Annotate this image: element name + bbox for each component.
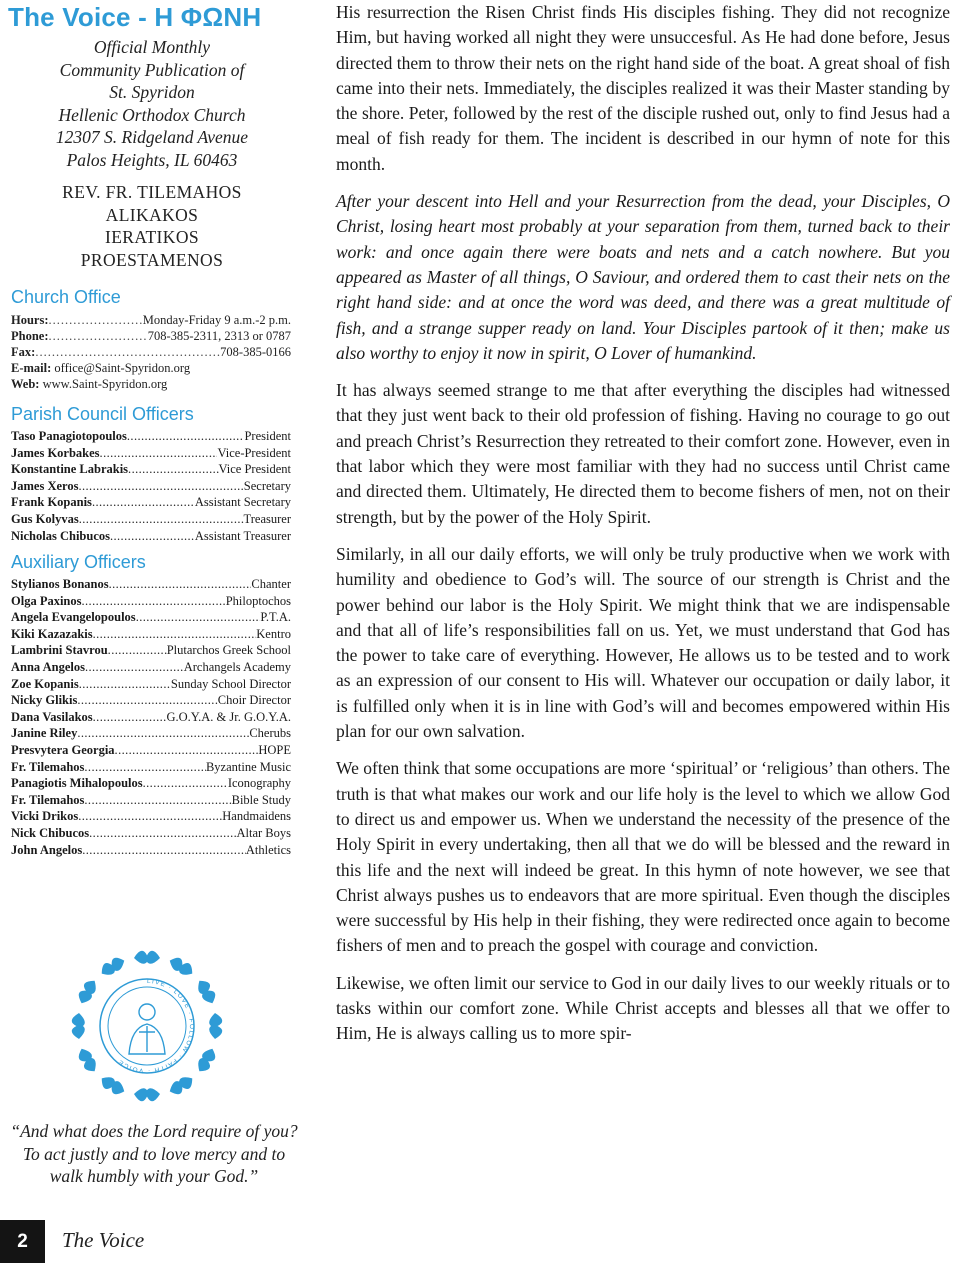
dove-icon <box>194 1046 218 1075</box>
officer-name: Kiki Kazazakis <box>11 626 93 641</box>
article-paragraph: Likewise, we often limit our service to God in our daily lives to our weekly rituals or to tasks within our comfort zone. While Christ accepts and blesses all that we offer to Him, He is always calling us to more spir- <box>336 972 950 1044</box>
officer-role: Choir Director <box>217 693 291 708</box>
emblem-graphic <box>57 936 237 1116</box>
dove-icon <box>209 1013 222 1039</box>
officer-name: Panagiotis Mihalopoulos <box>11 776 143 791</box>
leader-dots <box>78 808 222 825</box>
officer-name: Zoe Kopanis <box>11 676 79 691</box>
officer-role: Byzantine Music <box>205 759 291 774</box>
officer-name: Gus Kolyvas <box>11 511 79 526</box>
leader-dots <box>49 312 143 329</box>
officer-name: Taso Panagiotopoulos <box>11 429 127 443</box>
auxiliary-officers-list <box>11 576 291 858</box>
officer-name: Janine Riley <box>11 726 78 741</box>
officer-row <box>11 528 291 545</box>
officer-row <box>11 709 291 726</box>
leader-dots <box>84 792 231 809</box>
article-paragraph: It has always seemed strange to me that after everything the disciples had witnessed that they just went back to their old profession of fishing. Having no courage to go out and preach Christ’s Resurrection they retreated to their comfort zone. However, even in that labor which they were most familiar with they had no success until Christ came and directed them. Ultimately, He directed them to become fishers of men, not on their strength, but by the power of the Holy Spirit. <box>336 380 950 527</box>
officer-role: Treasurer <box>243 511 291 526</box>
officer-name: Lambrini Stavrou <box>11 643 108 658</box>
officer-role: HOPE <box>258 742 291 757</box>
officer-name: Olga Paxinos <box>11 593 82 608</box>
leader-dots <box>128 461 218 478</box>
leader-dots <box>77 725 249 742</box>
auxiliary-officers-heading: Auxiliary Officers <box>11 552 146 572</box>
officer-row <box>11 725 291 742</box>
dove-icon <box>134 951 160 964</box>
st-spyridon-emblem-icon <box>57 936 237 1116</box>
leader-dots <box>136 609 261 626</box>
leader-dots <box>78 478 243 495</box>
masthead-line: Hellenic Orthodox Church <box>58 104 246 125</box>
phone-value: 708-385-2311, 2313 or 0787 <box>147 329 291 343</box>
officer-row <box>11 593 291 610</box>
priest-line: ALIKAKOS <box>105 204 199 225</box>
leader-dots <box>77 692 217 709</box>
fax-label: Fax: <box>11 345 36 359</box>
dove-icon <box>98 954 127 978</box>
officer-row <box>11 676 291 693</box>
leader-dots <box>82 593 226 610</box>
officer-row <box>11 461 291 478</box>
leader-dots <box>115 742 259 759</box>
leader-dots <box>108 642 167 659</box>
leader-dots <box>84 759 206 776</box>
leader-dots <box>127 428 245 445</box>
page-footer <box>0 1220 960 1263</box>
leader-dots <box>85 659 184 676</box>
hours-label: Hours: <box>11 313 49 327</box>
article-paragraph: His resurrection the Risen Christ finds His disciples fishing. They did not recognize Him, but having worked all night they were unsuccesful. As He had done before, Jesus directed them to throw their nets on the right hand side of the boat. A great shoal of fish came into their nets. Immediately, the disciples realized it was their Master standing by the shore. Peter, followed by the rest of the disciple rushed out, only to find Jesus had a meal of fish ready for them. The incident is described in our hymn of note for this month. <box>336 2 950 174</box>
leader-dots <box>92 494 195 511</box>
masthead-line: Community Publication of <box>59 59 245 80</box>
officer-name: Vicki Drikos <box>11 809 79 824</box>
article-paragraph: Similarly, in all our daily efforts, we will only be truly productive when we work with humility and obedience to God’s will. The source of our strength is Christ and the power behind our labor is the Holy Spirit. We might think that we are indispensable and that all of life’s responsibilities fall on us. Yet, we must understand that God has the power to take care of everything. However, He allows us to be tested and to work as an expression of our consent to His will. Whatever our occupation or daily labor, it is fulfilled only when it is in line with God’s will and becomes empowered within His plan for our own salvation. <box>336 543 950 742</box>
priest-name-block <box>0 181 304 271</box>
officer-row <box>11 428 291 445</box>
masthead-line: Palos Heights, IL 60463 <box>66 149 238 170</box>
leader-dots <box>93 626 257 643</box>
footer-publication-name: The Voice <box>62 1228 145 1252</box>
leader-dots <box>100 445 218 462</box>
hymn-text: After your descent into Hell and your Resurrection from the dead, your Disciples, O Christ, losing heart most probably at your separation from them, turned back to their work: and once again there were boats and nets and a catch nowhere. But you appeared as Master of all things, O Saviour, and ordered them to cast their nets on the right hand side: and at once the word was deed, and there was a great multitude of fish, and a strange supper ready on land. Your Disciples partook of it then; make us also worthy to enjoy it now in spirit, O Lover of humankind. <box>336 191 950 363</box>
leader-dots <box>82 842 246 859</box>
dove-icon <box>167 954 196 978</box>
leader-dots <box>35 344 220 361</box>
publication-description <box>0 36 304 172</box>
priest-line: PROESTAMENOS <box>80 249 224 270</box>
officer-role: Chanter <box>251 577 291 591</box>
leader-dots <box>93 709 167 726</box>
officer-row <box>11 742 291 759</box>
dove-icon <box>194 977 218 1006</box>
officer-name: John Angelos <box>11 842 83 857</box>
officer-name: Fr. Tilemahos <box>11 759 85 774</box>
dove-icon <box>72 1013 85 1039</box>
fax-value: 708-385-0166 <box>220 345 291 359</box>
officer-row <box>11 842 291 859</box>
publication-title: The Voice - Η ΦΩΝΗ <box>8 2 262 32</box>
emblem-ring-text: LIVE · LOVE · FOLLOW · FAITH · VOICE <box>116 977 196 1075</box>
officer-role: Kentro <box>256 626 291 641</box>
officer-role: Athletics <box>245 842 291 857</box>
officer-role: P.T.A. <box>260 610 291 625</box>
web-label: Web: <box>11 377 40 391</box>
officer-name: Nicholas Chibucos <box>11 528 110 543</box>
officer-role: Bible Study <box>231 792 291 807</box>
officer-row <box>11 478 291 495</box>
officer-row <box>11 511 291 528</box>
officer-row <box>11 609 291 626</box>
phone-label: Phone: <box>11 329 49 343</box>
dove-icon <box>134 1088 160 1101</box>
masthead-line: 12307 S. Ridgeland Avenue <box>55 127 249 148</box>
officer-row <box>11 792 291 809</box>
leader-dots <box>110 528 195 545</box>
office-fax-row <box>11 344 291 361</box>
priest-line: IERATIKOS <box>104 227 199 248</box>
officer-role: Archangels Academy <box>183 659 291 674</box>
officer-name: Nicky Glikis <box>11 693 78 708</box>
leader-dots <box>89 825 236 842</box>
hours-value: Monday-Friday 9 a.m.-2 p.m. <box>142 313 291 327</box>
article-column <box>336 0 950 1059</box>
officer-name: Frank Kopanis <box>11 495 92 510</box>
officer-role: Plutarchos Greek School <box>166 643 291 658</box>
email-link[interactable]: office@Saint-Spyridon.org <box>54 361 191 375</box>
officer-role: Iconography <box>227 776 291 791</box>
officer-row <box>11 626 291 643</box>
officer-role: Secretary <box>243 478 291 493</box>
office-web-row <box>11 376 301 393</box>
article-paragraph: We often think that some occupations are more ‘spiritual’ or ‘religious’ than others. The truth is that what makes our work and our life holy is the level to which we allow God to direct us and empower us. When we understand the necessity of the presence of the Holy Spirit in every undertaking, then all that we do will be blessed and the reward in this life and the next will indeed be great. In this hymn of note however, we see that Christ always pushes us to endeavors that are more spiritual. Even though the disciples were successful by His help in their fishing, they were redirected once again to become fishers of men and to preach the gospel with courage and conviction. <box>336 758 950 956</box>
dove-icon <box>98 1073 127 1097</box>
leader-dots <box>143 775 228 792</box>
leader-dots <box>79 511 244 528</box>
officer-row <box>11 659 291 676</box>
scripture-quote: “And what does the Lord require of you? To act justly and to love mercy and to walk humbly with your God.” <box>10 1121 298 1187</box>
parish-council-heading: Parish Council Officers <box>11 404 194 424</box>
officer-role: Philoptochos <box>225 593 291 608</box>
officer-name: James Xeros <box>11 478 79 493</box>
officer-row <box>11 642 291 659</box>
email-label: E-mail: <box>11 361 52 375</box>
leader-dots <box>79 676 171 693</box>
office-phone-row <box>11 328 291 345</box>
masthead-line: Official Monthly <box>93 37 211 57</box>
officer-name: Fr. Tilemahos <box>11 792 85 807</box>
officer-role: Vice President <box>218 462 291 477</box>
officer-role: Altar Boys <box>236 825 291 840</box>
officer-row <box>11 825 291 842</box>
officer-role: Vice-President <box>217 445 291 460</box>
officer-name: James Korbakes <box>11 445 100 460</box>
parish-council-list <box>11 428 291 544</box>
priest-line: REV. FR. TILEMAHOS <box>62 182 242 202</box>
officer-role: Sunday School Director <box>170 676 291 691</box>
officer-name: Nick Chibucos <box>11 825 90 840</box>
officer-row <box>11 775 291 792</box>
leader-dots <box>109 576 252 593</box>
page-number: 2 <box>0 1220 45 1263</box>
officer-role: G.O.Y.A. & Jr. G.O.Y.A. <box>166 709 291 724</box>
website-link[interactable]: www.Saint-Spyridon.org <box>42 377 168 391</box>
officer-row <box>11 445 291 462</box>
officer-name: Anna Angelos <box>11 659 85 674</box>
officer-name: Konstantine Labrakis <box>11 462 129 477</box>
officer-name: Dana Vasilakos <box>11 709 93 724</box>
officer-role: President <box>244 429 291 443</box>
officer-role: Cherubs <box>249 726 291 741</box>
dove-icon <box>167 1073 196 1097</box>
officer-row <box>11 808 291 825</box>
masthead-line: St. Spyridon <box>109 82 195 103</box>
dove-icon <box>75 977 99 1006</box>
church-office-heading: Church Office <box>11 287 121 307</box>
officer-row <box>11 576 291 593</box>
officer-role: Handmaidens <box>222 809 291 824</box>
office-email-row <box>11 360 301 377</box>
officer-role: Assistant Treasurer <box>194 528 291 543</box>
dove-icon <box>75 1046 99 1075</box>
officer-row <box>11 759 291 776</box>
officer-row <box>11 494 291 511</box>
office-hours-row <box>11 312 291 329</box>
officer-name: Stylianos Bonanos <box>11 577 109 591</box>
officer-role: Assistant Secretary <box>194 495 291 510</box>
officer-name: Presvytera Georgia <box>11 742 115 757</box>
officer-row <box>11 692 291 709</box>
masthead-sidebar <box>0 0 304 1200</box>
officer-name: Angela Evangelopoulos <box>11 610 136 625</box>
leader-dots <box>49 328 148 345</box>
